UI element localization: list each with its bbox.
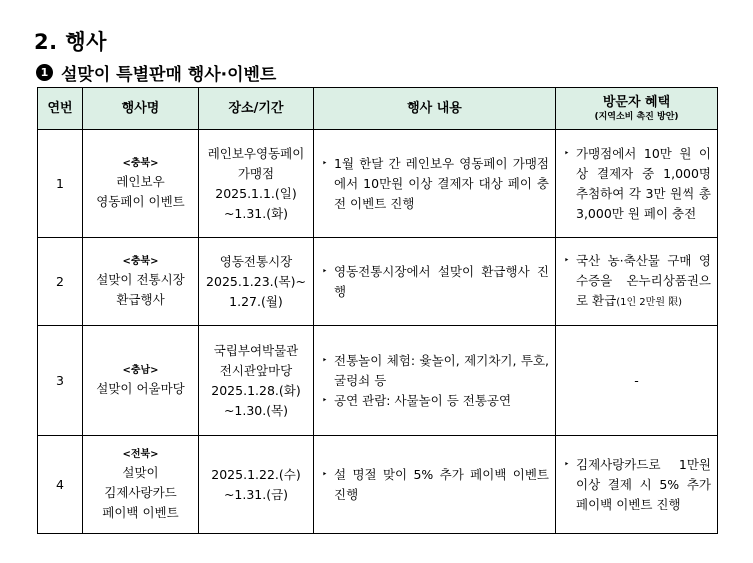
name-line: 레인보우 xyxy=(116,174,165,189)
place-line: 2025.1.28.(화) xyxy=(211,382,301,398)
section-title: 2. 행사 xyxy=(34,30,107,54)
cell-name xyxy=(83,436,199,534)
cell-content xyxy=(314,238,556,326)
place-line: ~1.30.(목) xyxy=(223,402,289,418)
place-line: 영동전통시장 xyxy=(219,253,293,269)
table-row xyxy=(38,326,718,436)
cell-name xyxy=(83,238,199,326)
cell-benefit xyxy=(556,436,718,534)
cell-place-period xyxy=(199,326,314,436)
name-line: 김제사랑카드 xyxy=(104,485,177,500)
cell-content xyxy=(314,130,556,238)
cell-place-period xyxy=(199,238,314,326)
benefit-note: (1인 2만원 限) xyxy=(616,296,683,308)
cell-place-period xyxy=(199,130,314,238)
place-line: ~1.31.(금) xyxy=(223,486,289,502)
name-line: 설맞이 어울마당 xyxy=(96,381,185,396)
place-line: 가맹점 xyxy=(237,165,275,181)
benefit-item: ‣ 김제사랑카드로 1만원 이상 결제 시 5% 추가 페이백 이벤트 진행 xyxy=(564,455,711,515)
name-line: 설맞이 xyxy=(122,465,159,480)
cell-no: 1 xyxy=(38,130,83,238)
events-table xyxy=(37,87,718,534)
name-line: 설맞이 전통시장 xyxy=(96,272,185,287)
name-line: 페이백 이벤트 xyxy=(102,505,179,520)
header-no: 연번 xyxy=(38,88,83,130)
place-line: 2025.1.23.(목)~ xyxy=(206,273,306,289)
table-row xyxy=(38,130,718,238)
name-line: 환급행사 xyxy=(116,292,165,307)
place-line: 2025.1.1.(일) xyxy=(215,185,297,201)
content-item: ‣ 1월 한달 간 레인보우 영동페이 가맹점에서 10만원 이상 결제자 대상 페이 충전 이벤트 진행 xyxy=(322,154,549,214)
benefit-item xyxy=(564,251,711,313)
place-line: 국립부여박물관 xyxy=(213,342,299,358)
place-line: 1.27.(월) xyxy=(229,293,283,309)
table-row xyxy=(38,436,718,534)
region-label: <충북> xyxy=(122,256,159,267)
place-line: 레인보우영동페이 xyxy=(207,145,305,161)
place-line: 2025.1.22.(수) xyxy=(211,466,301,482)
content-item: ‣ 전통놀이 체험: 윷놀이, 제기차기, 투호, 굴렁쇠 등 xyxy=(322,351,549,391)
table-header-row xyxy=(38,88,718,130)
subsection-title xyxy=(36,60,276,85)
cell-benefit xyxy=(556,130,718,238)
number-badge: 1 xyxy=(36,64,53,81)
cell-content xyxy=(314,436,556,534)
cell-name xyxy=(83,326,199,436)
place-line: 전시관앞마당 xyxy=(219,362,293,378)
header-place-period: 장소/기간 xyxy=(199,88,314,130)
content-item: ‣ 설 명절 맞이 5% 추가 페이백 이벤트 진행 xyxy=(322,465,549,505)
header-benefit xyxy=(556,88,718,130)
benefit-item: ‣ 가맹점에서 10만 원 이상 결제자 중 1,000명 추첨하여 각 3만 원씩 총 3,000만 원 페이 충전 xyxy=(564,144,711,224)
header-benefit-title: 방문자 혜택 xyxy=(602,94,671,110)
table-row xyxy=(38,238,718,326)
content-item: ‣ 영동전통시장에서 설맞이 환급행사 진행 xyxy=(322,262,549,302)
place-line: ~1.31.(화) xyxy=(223,205,289,221)
cell-benefit xyxy=(556,238,718,326)
content-item: ‣ 공연 관람: 사물놀이 등 전통공연 xyxy=(322,391,549,411)
region-label: <충북> xyxy=(122,158,159,169)
cell-no: 3 xyxy=(38,326,83,436)
name-line: 영동페이 이벤트 xyxy=(96,194,185,209)
header-content: 행사 내용 xyxy=(314,88,556,130)
cell-content xyxy=(314,326,556,436)
cell-no: 4 xyxy=(38,436,83,534)
region-label: <전북> xyxy=(122,449,159,460)
cell-no: 2 xyxy=(38,238,83,326)
benefit-main-text: 국산 농·축산물 구매 영수증을 온누리상품권으로 환급 xyxy=(576,252,711,308)
subsection-title-text: 설맞이 특별판매 행사·이벤트 xyxy=(61,65,277,85)
cell-name xyxy=(83,130,199,238)
header-name: 행사명 xyxy=(83,88,199,130)
header-benefit-subtitle: (지역소비 촉진 방안) xyxy=(594,111,679,122)
cell-place-period xyxy=(199,436,314,534)
region-label: <충남> xyxy=(122,365,159,376)
cell-benefit: - xyxy=(556,326,718,436)
